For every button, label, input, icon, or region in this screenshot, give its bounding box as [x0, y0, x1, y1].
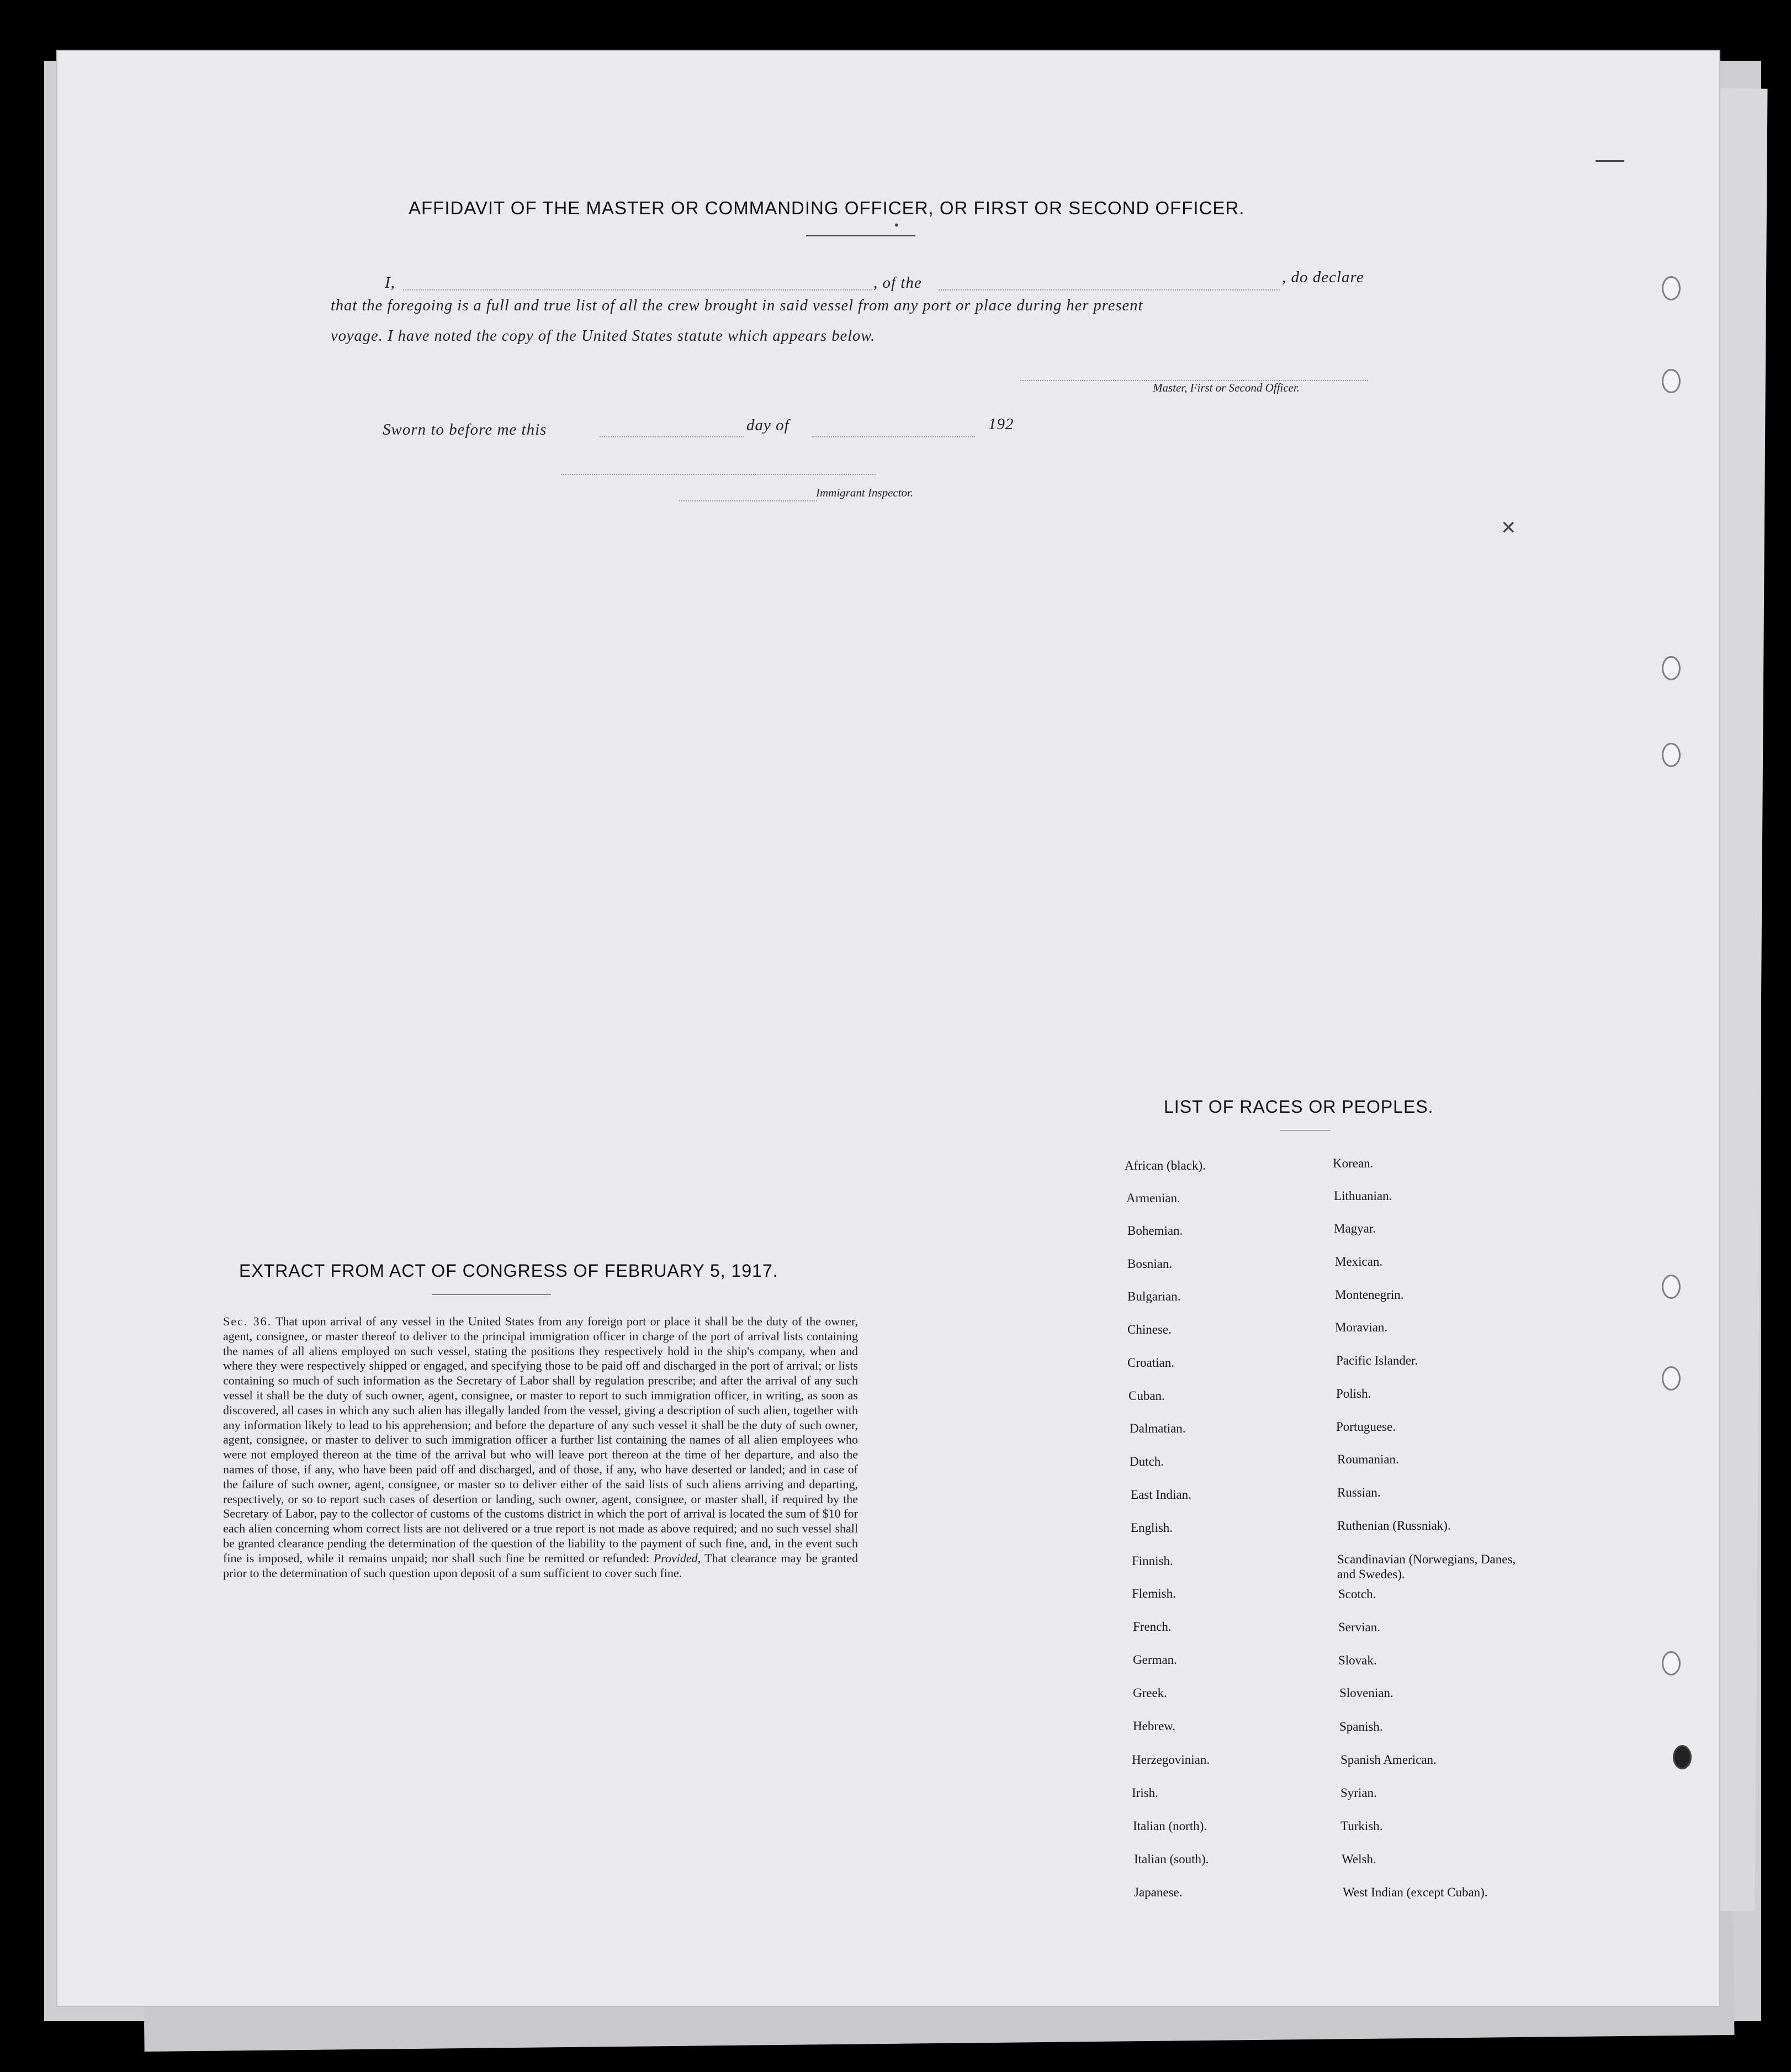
race-entry: Dutch.	[1130, 1455, 1164, 1468]
race-entry: Mexican.	[1335, 1255, 1383, 1268]
race-entry: Portuguese.	[1336, 1420, 1396, 1434]
race-entry: Chinese.	[1127, 1323, 1172, 1336]
race-entry: Dalmatian.	[1130, 1421, 1186, 1435]
race-entry: Greek.	[1133, 1686, 1167, 1700]
race-entry: Ruthenian (Russniak).	[1337, 1519, 1451, 1532]
punch-hole	[1662, 369, 1681, 393]
name-blank	[403, 289, 872, 290]
race-entry: Japanese.	[1134, 1885, 1183, 1899]
day-of-text: day of	[746, 416, 789, 434]
proviso-label: Provided,	[653, 1551, 701, 1565]
margin-mark	[1596, 160, 1624, 162]
inspector-caption: Immigrant Inspector.	[816, 486, 914, 499]
affidavit-i: I,	[385, 274, 395, 292]
vessel-blank	[939, 289, 1280, 290]
race-entry: Scotch.	[1338, 1587, 1376, 1601]
section-label: Sec. 36.	[223, 1314, 272, 1328]
race-entry: Lithuanian.	[1334, 1189, 1392, 1203]
races-title: LIST OF RACES OR PEOPLES.	[1164, 1097, 1434, 1117]
punch-hole	[1662, 656, 1681, 680]
race-entry: Croatian.	[1127, 1356, 1174, 1370]
race-entry: African (black).	[1125, 1159, 1206, 1172]
race-entry: Russian.	[1337, 1486, 1381, 1499]
race-entry: Polish.	[1336, 1387, 1371, 1400]
race-entry: Finnish.	[1132, 1554, 1173, 1568]
race-entry: Montenegrin.	[1335, 1288, 1404, 1302]
affidavit-declare: , do declare	[1282, 268, 1364, 286]
punch-hole	[1662, 1275, 1681, 1299]
day-blank	[600, 436, 744, 437]
race-entry: Bosnian.	[1127, 1257, 1173, 1271]
section-body-end: That clearance may be granted prior to the determination of such question upon deposit of a sum sufficient to cover such fine.	[223, 1551, 858, 1580]
race-entry: West Indian (except Cuban).	[1343, 1885, 1488, 1899]
punch-hole	[1662, 743, 1681, 767]
pencil-mark: ✕	[1501, 517, 1517, 539]
ink-speck: •	[893, 219, 900, 232]
race-entry: Magyar.	[1334, 1222, 1376, 1235]
affidavit-statement-cont: voyage. I have noted the copy of the United States statute which appears below.	[331, 327, 876, 345]
punch-hole	[1673, 1745, 1692, 1769]
race-entry: East Indian.	[1131, 1488, 1191, 1502]
act-section-text	[223, 1314, 858, 1581]
master-caption: Master, First or Second Officer.	[1153, 381, 1300, 394]
inspector-blank-1	[561, 474, 876, 475]
extract-underline	[432, 1294, 551, 1295]
race-entry: Bulgarian.	[1127, 1289, 1181, 1303]
punch-hole	[1662, 1366, 1681, 1391]
race-entry: Syrian.	[1340, 1786, 1377, 1800]
race-entry: Roumanian.	[1337, 1452, 1399, 1466]
race-entry: Italian (south).	[1134, 1852, 1209, 1866]
race-entry: Spanish American.	[1340, 1753, 1437, 1767]
race-entry: English.	[1131, 1521, 1173, 1535]
race-entry: Spanish.	[1339, 1720, 1383, 1733]
sworn-text: Sworn to before me this	[383, 421, 547, 438]
race-entry: Slovak.	[1338, 1653, 1377, 1667]
race-entry: Cuban.	[1128, 1389, 1165, 1403]
affidavit-title: AFFIDAVIT OF THE MASTER OR COMMANDING OFFICER, OR FIRST OR SECOND OFFICER.	[409, 198, 1245, 218]
affidavit-of-the: , of the	[873, 274, 922, 292]
affidavit-statement: that the foregoing is a full and true list of all the crew brought in said vessel from any port or place during her present	[331, 297, 1143, 314]
race-entry: German.	[1133, 1653, 1177, 1667]
race-entry: Irish.	[1132, 1786, 1158, 1800]
section-body: That upon arrival of any vessel in the United States from any foreign port or place it shall be the duty of the owner, agent, consignee, or master thereof to deliver to the principal immigration officer in charge of the port of arrival lists containing the names of all aliens employed on such vessel, stating the positions they respectively hold in the ship's company, when and where they were respectively shipped or engaged, and specifying those to be paid off and discharged in the port of arrival; or lists containing so much of such information as the Secretary of Labor shall by regulation prescribe; and after the arrival of any such vessel it shall be the duty of such owner, agent, consignee, or master to report to such immigration officer, in writing, as soon as discovered, all cases in which any such alien has illegally landed from the vessel, giving a description of such alien, together with any information likely to lead to his apprehension; and before the departure of any such vessel it shall be the duty of such owner, agent, consignee, or master to deliver to such immigration officer a further list containing the names of all alien employees who were not employed thereon at the time of the arrival but who will leave port thereon at the time of her departure, and also the names of those, if any, who have been paid off and discharged, and of those, if any, who have deserted or landed; and in case of the failure of such owner, agent, consignee, or master so to deliver either of the said lists of such aliens arriving and departing, respectively, or so to report such cases of desertion or landing, such owner, agent, consignee, or master shall, if required by the Secretary of Labor, pay to the collector of customs of the customs district in which the port of arrival is located the sum of $10 for each alien concerning whom correct lists are not delivered or a true report is not made as above required; and no such vessel shall be granted clearance pending the determination of the question of the liability to the payment of such fine, and, in the event such fine is imposed, while it remains unpaid; nor shall such fine be remitted or refunded:	[223, 1314, 859, 1565]
punch-hole	[1662, 276, 1681, 300]
race-entry: Bohemian.	[1127, 1224, 1183, 1238]
race-entry: Armenian.	[1126, 1191, 1180, 1205]
race-entry: Moravian.	[1335, 1320, 1388, 1334]
race-entry: Scandinavian (Norwegians, Danes, and Swedes).	[1337, 1552, 1516, 1581]
race-entry: Servian.	[1338, 1620, 1381, 1634]
race-entry: Slovenian.	[1339, 1686, 1393, 1700]
race-entry: Flemish.	[1132, 1587, 1176, 1600]
extract-title: EXTRACT FROM ACT OF CONGRESS OF FEBRUARY 5, 1917.	[239, 1261, 778, 1281]
race-entry: Welsh.	[1342, 1852, 1376, 1866]
year-text: 192	[988, 415, 1014, 433]
race-entry: Pacific Islander.	[1336, 1354, 1418, 1367]
inspector-blank-2	[679, 500, 817, 501]
race-entry: Hebrew.	[1133, 1719, 1176, 1733]
race-entry: Korean.	[1333, 1156, 1374, 1170]
document-page	[57, 51, 1719, 2006]
race-entry: French.	[1133, 1620, 1172, 1634]
month-blank	[812, 436, 975, 437]
punch-hole	[1662, 1651, 1681, 1675]
race-entry: Turkish.	[1340, 1819, 1383, 1833]
race-entry: Herzegovinian.	[1132, 1753, 1210, 1767]
race-entry: Italian (north).	[1133, 1819, 1207, 1833]
title-underline	[806, 235, 915, 236]
